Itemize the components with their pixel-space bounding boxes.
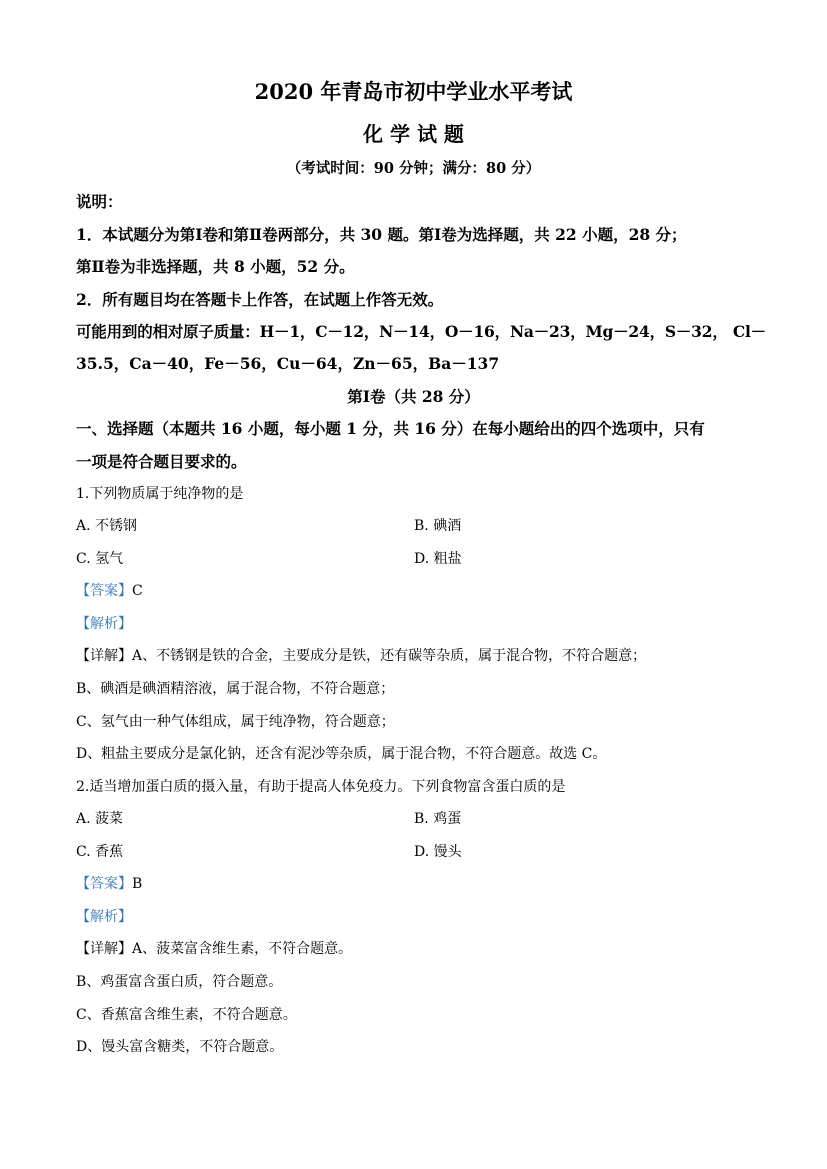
question-1-option-c: C. 氢气 — [76, 551, 124, 567]
question-2-option-a: A. 菠菜 — [76, 811, 124, 827]
question-1-stem: 1.下列物质属于纯净物的是 — [76, 486, 244, 502]
exam-subtitle: 化 学 试 题 — [363, 122, 464, 146]
detail-label: 【详解】 — [76, 941, 132, 957]
question-1-detail-2: B、碘酒是碘酒精溶液，属于混合物，不符合题意； — [76, 681, 395, 697]
instructions-heading: 说明： — [76, 192, 123, 211]
answer-label: 【答案】 — [76, 583, 132, 599]
question-1-option-a: A. 不锈钢 — [76, 518, 138, 534]
question-2-detail-1 — [76, 938, 352, 958]
part-instruction-line-1: 一、选择题（本题共 16 小题，每小题 1 分，共 16 分）在每小题给出的四个选项中，只有 — [76, 419, 705, 438]
question-1-option-d: D. 粗盐 — [414, 551, 462, 567]
question-2-detail-3: C、香蕉富含维生素，不符合题意。 — [76, 1007, 297, 1023]
question-1-answer — [76, 580, 143, 600]
question-2-detail-2: B、鸡蛋富含蛋白质，符合题意。 — [76, 974, 283, 990]
instruction-item-1-line-1: 1．本试题分为第Ⅰ卷和第Ⅱ卷两部分，共 30 题。第Ⅰ卷为选择题，共 22 小题，28 分； — [76, 225, 687, 244]
question-2-option-b: B. 鸡蛋 — [414, 811, 462, 827]
exam-info: （考试时间：90 分钟；满分：80 分） — [286, 160, 541, 177]
detail-label: 【详解】 — [76, 648, 132, 664]
instruction-item-1-line-2: 第Ⅱ卷为非选择题，共 8 小题，52 分。 — [76, 257, 355, 276]
question-1-detail-4: D、粗盐主要成分是氯化钠，还含有泥沙等杂质，属于混合物，不符合题意。故选 C。 — [76, 746, 607, 762]
answer-label: 【答案】 — [76, 876, 132, 892]
question-1-option-b: B. 碘酒 — [414, 518, 462, 534]
question-2-option-c: C. 香蕉 — [76, 844, 124, 860]
detail-text: A、不锈钢是铁的合金，主要成分是铁，还有碳等杂质，属于混合物，不符合题意； — [132, 648, 647, 664]
instruction-item-2: 2．所有题目均在答题卡上作答，在试题上作答无效。 — [76, 290, 444, 309]
question-1-detail-3: C、氢气由一种气体组成，属于纯净物，符合题意； — [76, 714, 395, 730]
atomic-mass-line-2: 35.5，Ca－40，Fe－56，Cu－64，Zn－65，Ba－137 — [76, 354, 500, 373]
question-1-detail-1 — [76, 645, 646, 665]
exam-title: 2020 年青岛市初中学业水平考试 — [254, 79, 573, 104]
question-2-analysis-label: 【解析】 — [76, 909, 132, 925]
detail-text: A、菠菜富含维生素，不符合题意。 — [132, 941, 353, 957]
question-1-analysis-label: 【解析】 — [76, 616, 132, 632]
volume-title: 第Ⅰ卷（共 28 分） — [347, 387, 480, 406]
atomic-mass-line-1: 可能用到的相对原子质量：H－1，C－12，N－14，O－16，Na－23，Mg－24，S－32， Cl－ — [76, 322, 766, 341]
question-2-stem: 2.适当增加蛋白质的摄入量，有助于提高人体免疫力。下列食物富含蛋白质的是 — [76, 779, 566, 795]
answer-value: C — [132, 583, 143, 599]
question-2-answer — [76, 873, 142, 893]
question-2-detail-4: D、馒头富含糖类，不符合题意。 — [76, 1039, 284, 1055]
answer-value: B — [132, 876, 143, 892]
question-2-option-d: D. 馒头 — [414, 844, 462, 860]
part-instruction-line-2: 一项是符合题目要求的。 — [76, 452, 247, 471]
